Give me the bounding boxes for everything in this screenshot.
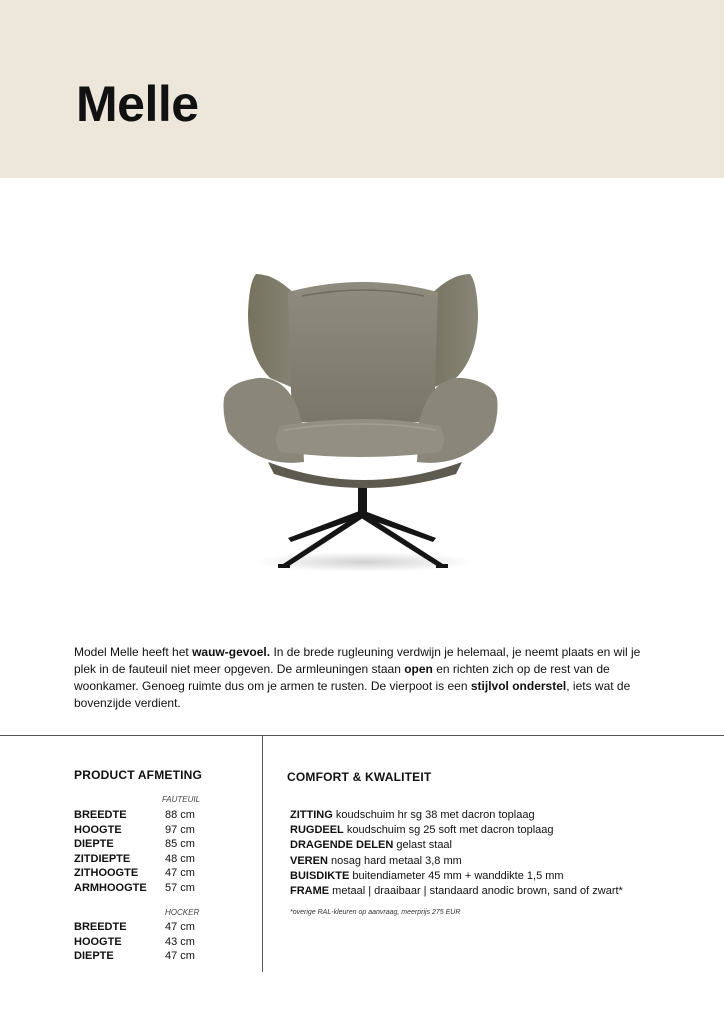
- table-row: DIEPTE 85 cm: [74, 838, 195, 851]
- list-item: ZITTING koudschuim hr sg 38 met dacron toplaag: [290, 809, 535, 821]
- list-item: DRAGENDE DELEN gelast staal: [290, 839, 452, 852]
- table-row: HOOGTE 97 cm: [74, 823, 195, 836]
- dimensions-table-fauteuil: [74, 808, 195, 896]
- list-item: VEREN nosag hard metaal 3,8 mm: [290, 854, 462, 867]
- list-item: BUISDIKTE buitendiameter 45 mm + wanddikte 1,5 mm: [290, 869, 564, 882]
- table-row: BREEDTE 47 cm: [74, 921, 195, 933]
- table-row: ARMHOOGTE 57 cm: [74, 881, 195, 894]
- footnote: *overige RAL-kleuren op aanvraag, meerprijs 275 EUR: [290, 909, 461, 916]
- table-row: ZITDIEPTE 48 cm: [74, 852, 195, 865]
- table-row: BREEDTE 88 cm: [74, 809, 195, 821]
- comfort-heading: COMFORT & KWALITEIT: [287, 770, 432, 784]
- product-description: Model Melle heeft het wauw-gevoel. In de brede rugleuning verdwijn je helemaal, je neemt plaats en wil je plek in de fauteuil niet meer opgeven. De armleuningen staan open en richten zich op de rest van de woonkamer. Genoeg ruimte dus om je armen te rusten. De vierpoot is een stijlvol onderstel, iets wat de bovenzijde verdient.: [74, 645, 641, 710]
- column-divider: [262, 736, 263, 972]
- product-image: [218, 262, 503, 574]
- dimensions-table-hocker: [74, 920, 195, 964]
- table-row: DIEPTE 47 cm: [74, 950, 195, 963]
- dimensions-heading: PRODUCT AFMETING: [74, 768, 203, 782]
- group-label-hocker: HOCKER: [165, 908, 200, 917]
- page-title: Melle: [76, 76, 199, 132]
- table-row: ZITHOOGTE 47 cm: [74, 867, 195, 880]
- chair-backrest: [288, 282, 438, 422]
- table-row: HOOGTE 43 cm: [74, 935, 195, 948]
- list-item: FRAME metaal | draaibaar | standaard anodic brown, sand of zwart*: [290, 884, 623, 897]
- section-divider: [0, 735, 724, 736]
- list-item: RUGDEEL koudschuim sg 25 soft met dacron toplaag: [290, 824, 554, 837]
- comfort-spec-list: [290, 808, 623, 899]
- group-label-fauteuil: FAUTEUIL: [162, 795, 201, 804]
